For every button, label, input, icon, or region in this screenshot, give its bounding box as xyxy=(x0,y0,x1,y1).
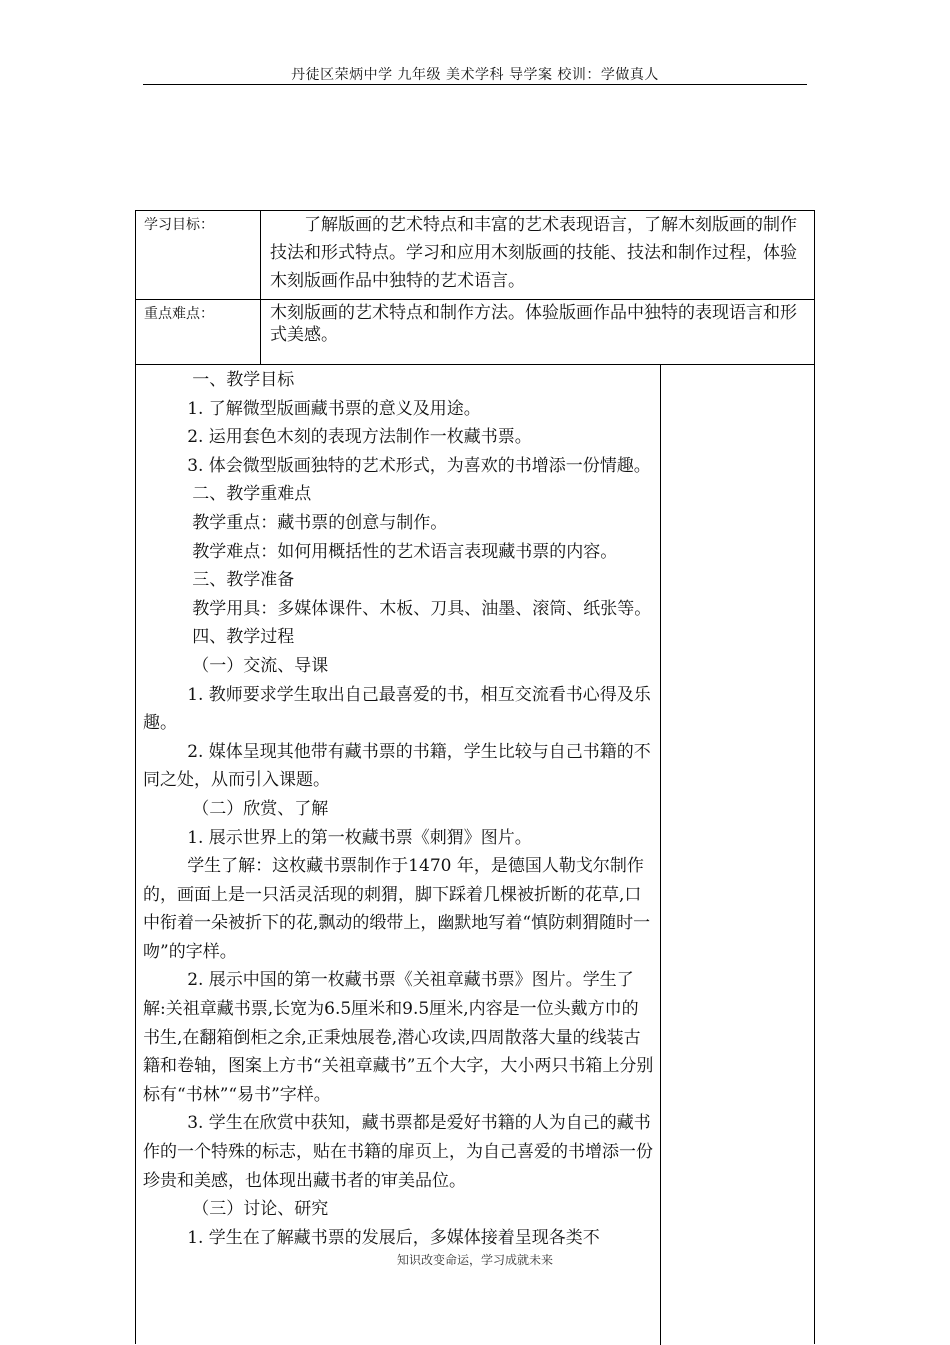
header-rule xyxy=(143,84,807,85)
row-divider-1 xyxy=(136,299,814,300)
goals-text: 了解版画的艺术特点和丰富的艺术表现语言，了解木刻版画的制作技法和形式特点。学习和应用木刻版画的技能、技法和制作过程，体验木刻版画作品中独特的艺术语言。 xyxy=(270,215,797,291)
paragraph: 教学用具：多媒体课件、木板、刀具、油墨、滚筒、纸张等。 xyxy=(192,598,652,619)
label-divider xyxy=(260,211,261,364)
subsection-title: （三）讨论、研究 xyxy=(192,1199,329,1220)
list-item: 1. 展示世界上的第一枚藏书票《刺猬》图片。 xyxy=(187,827,532,848)
keypoints-text: 木刻版画的艺术特点和制作方法。体验版画作品中独特的表现语言和形式美感。 xyxy=(270,303,797,345)
subsection-title: （二）欣赏、了解 xyxy=(192,798,329,819)
page-footer: 知识改变命运，学习成就未来 xyxy=(396,1253,553,1267)
subsection-title: （一）交流、导课 xyxy=(192,655,329,676)
section-title: 四、教学过程 xyxy=(192,627,295,648)
paragraph: 学生了解：这枚藏书票制作于1470 年，是德国人勒戈尔制作的，画面上是一只活灵活现的刺猬，脚下踩着几棵被折断的花草,口中衔着一朵被折下的花,飘动的缎带上，幽默地写着“慎防刺猬随时一吻”的字样。 xyxy=(143,856,651,962)
notes-column-divider xyxy=(660,364,661,1345)
paragraph: 教学重点：藏书票的创意与制作。 xyxy=(192,512,448,533)
lesson-content xyxy=(136,366,660,1252)
list-item: 3. 体会微型版画独特的艺术形式，为喜欢的书增添一份情趣。 xyxy=(187,455,651,476)
lesson-table xyxy=(135,210,815,1344)
paragraph: 教学难点：如何用概括性的艺术语言表现藏书票的内容。 xyxy=(192,541,618,562)
page-header: 丹徒区荣炳中学 九年级 美术学科 导学案 校训：学做真人 xyxy=(291,67,659,83)
list-item: 1. 学生在了解藏书票的发展后，多媒体接着呈现各类不 xyxy=(187,1227,600,1248)
list-item: 2. 运用套色木刻的表现方法制作一枚藏书票。 xyxy=(187,427,532,448)
section-title: 二、教学重难点 xyxy=(192,484,312,505)
goals-label: 学习目标： xyxy=(144,217,214,233)
list-item: 1. 了解微型版画藏书票的意义及用途。 xyxy=(187,398,481,419)
list-item: 3. 学生在欣赏中获知，藏书票都是爱好书籍的人为自己的藏书作的一个特殊的标志，贴在书籍的扉页上，为自己喜爱的书增添一份珍贵和美感，也体现出藏书者的审美品位。 xyxy=(143,1113,653,1191)
list-item: 2. 展示中国的第一枚藏书票《关祖章藏书票》图片。学生了解:关祖章藏书票,长宽为6.5厘米和9.5厘米,内容是一位头戴方巾的书生,在翻箱倒柜之余,正秉烛展卷,潜心攻读,四周散落大量的线装古籍和卷轴，图案上方书“关祖章藏书”五个大字，大小两只书箱上分别标有“书林”“易书”字样。 xyxy=(143,970,654,1105)
section-title: 三、教学准备 xyxy=(192,570,295,591)
list-item: 2. 媒体呈现其他带有藏书票的书籍，学生比较与自己书籍的不同之处，从而引入课题。 xyxy=(143,741,651,791)
section-title: 一、教学目标 xyxy=(192,370,295,390)
row-divider-2 xyxy=(136,364,814,365)
list-item: 1. 教师要求学生取出自己最喜爱的书，相互交流看书心得及乐趣。 xyxy=(143,684,651,734)
keypoints-label: 重点难点： xyxy=(144,306,214,322)
